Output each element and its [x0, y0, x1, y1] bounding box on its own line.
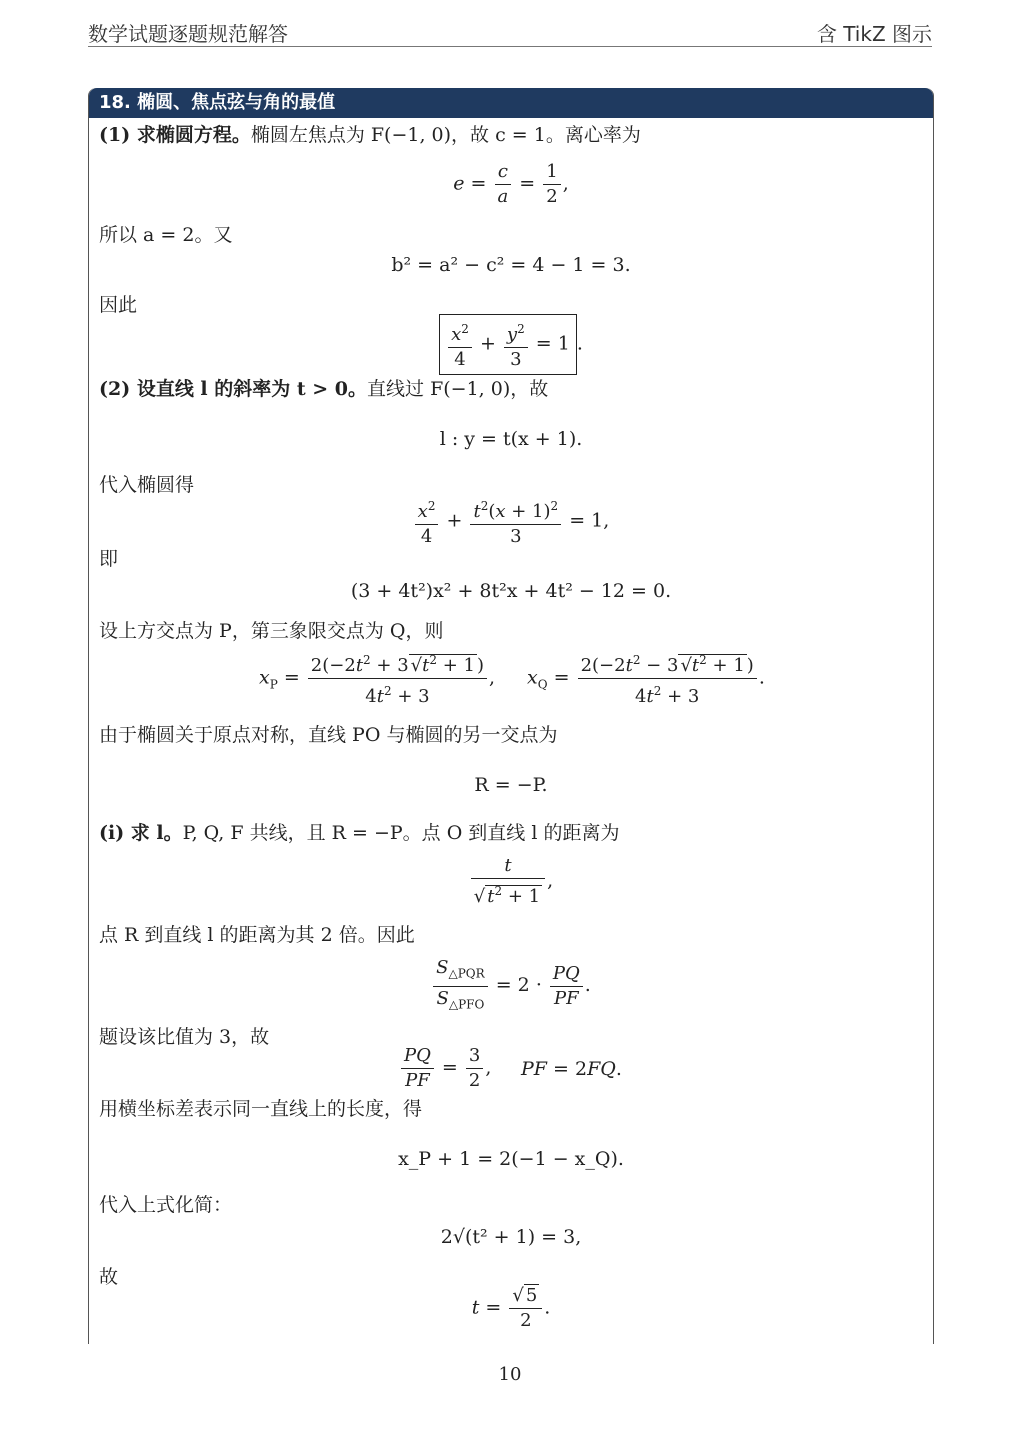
- page-number: 10: [498, 1364, 522, 1385]
- eq-area-ratio: $\frac{S_{\triangle PQR}}{S_{\triangle PFO}}$ = 2 · $\frac{PQ}{PF}$ .: [99, 956, 923, 1016]
- eq-substitution: $\frac{x^2}{4}$ + $\frac{t^2(x + 1)^2}{3}$ = 1,: [99, 494, 923, 549]
- part2-text5: 由于椭圆关于原点对称，直线 PO 与椭圆的另一交点为: [99, 724, 558, 746]
- part2-label: (2) 设直线 l 的斜率为 t > 0。: [99, 378, 368, 400]
- page-header: [88, 14, 932, 47]
- part1-text3: 因此: [99, 294, 138, 316]
- part-i-text2: 点 R 到直线 l 的距离为其 2 倍。因此: [99, 924, 415, 946]
- part-i-text6: 故: [99, 1266, 119, 1288]
- part2-text3: 即: [99, 548, 119, 570]
- section-title: 18. 椭圆、焦点弦与角的最值: [89, 88, 933, 118]
- part-i-intro: (i) 求 l。P, Q, F 共线，且 R = −P。点 O 到直线 l 的距离为: [99, 822, 620, 844]
- part1-text2: 所以 a = 2。又: [99, 224, 233, 246]
- eq-xp: $x_P$ = $\frac{2(-2t^2 + 3 √t^2 + 1 )}{4t^2 + 3}$ ,: [259, 648, 495, 709]
- eq-r: R = −P.: [474, 774, 548, 796]
- eq-x-coords: x_P + 1 = 2(−1 − x_Q).: [398, 1148, 624, 1170]
- eq-pf-fq: PF = 2FQ.: [521, 1058, 622, 1080]
- eq-quadratic: (3 + 4t²)x² + 8t²x + 4t² − 12 = 0.: [350, 580, 672, 602]
- part2-intro: (2) 设直线 l 的斜率为 t > 0。直线过 F(−1, 0)，故: [99, 378, 549, 400]
- part2-text2: 代入椭圆得: [99, 474, 195, 496]
- part-i-text3: 题设该比值为 3，故: [99, 1026, 270, 1048]
- part1-intro: (1) 求椭圆方程。椭圆左焦点为 F(−1, 0)，故 c = 1。离心率为: [99, 124, 641, 146]
- solution-content: [99, 118, 923, 1344]
- header-title: 数学试题逐题规范解答: [88, 22, 288, 46]
- part-i-label: (i) 求 l。: [99, 822, 183, 844]
- part-i-text5: 代入上式化简：: [99, 1194, 233, 1216]
- part1-label: (1) 求椭圆方程。: [99, 124, 251, 146]
- eq-distance: $\frac{t}{√ t^2 + 1}$ ,: [99, 854, 923, 909]
- eq-b-squared: b² = a² − c² = 4 − 1 = 3.: [391, 254, 631, 276]
- problem-box: [88, 88, 934, 1344]
- eq-xq: $x_Q$ = $\frac{2(-2t^2 - 3 √t^2 + 1 )}{4t^2 + 3}$ .: [527, 648, 765, 709]
- header-subtitle: 含 TikZ 图示: [816, 22, 932, 46]
- part-i-text4: 用横坐标差表示同一直线上的长度，得: [99, 1098, 423, 1120]
- eq-eccentricity: e = $\frac{c}{a}$ = $\frac{1}{2}$ ,: [453, 161, 569, 207]
- eq-line: l : y = t(x + 1).: [439, 428, 583, 450]
- eq-simplified: 2√(t² + 1) = 3,: [440, 1226, 582, 1248]
- eq-pq-pf: $\frac{PQ}{PF}$ = $\frac{3}{2}$ ,: [399, 1044, 491, 1093]
- eq-t-value: t = $\frac{√ 5}{2}$ .: [471, 1285, 551, 1331]
- eq-ellipse: $\frac{x^2}{4}$ + $\frac{y^2}{3}$ = 1 .: [99, 314, 923, 375]
- part2-text4: 设上方交点为 P，第三象限交点为 Q，则: [99, 620, 444, 642]
